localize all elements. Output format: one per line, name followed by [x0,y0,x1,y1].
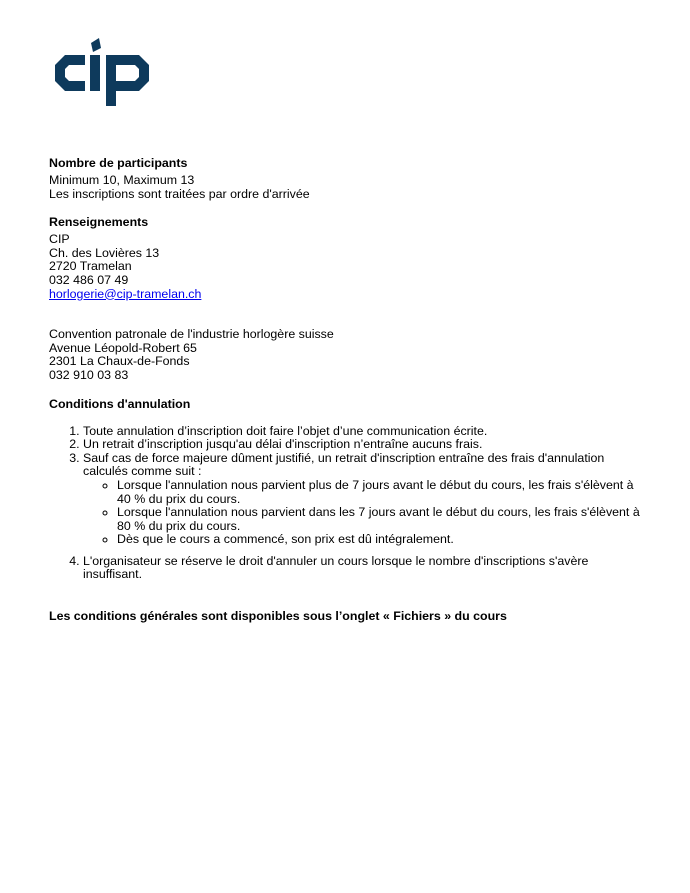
participants-heading: Nombre de participants [49,156,188,170]
list-item-text: Sauf cas de force majeure dûment justifié, un retrait d'inscription entraîne des frais d'annulation calculés comme suit : [83,450,605,479]
list-item: ◦ Lorsque l'annulation nous parvient plus de 7 jours avant le début du cours, les frais s'élèvent à 40 % du prix du cours. [117,479,649,506]
cancellation-list [49,425,649,583]
cip-logo [55,36,151,108]
email-link[interactable]: horlogerie@cip-tramelan.ch [49,286,202,301]
general-conditions-note: Les conditions générales sont disponibles sous l’onglet « Fichiers » du cours [49,609,507,624]
info-org2: Convention patronale de l'industrie horlogère suisse [49,327,334,342]
info-phone: 032 486 07 49 [49,272,129,287]
document-body [49,156,649,623]
info-org: CIP [49,232,70,247]
list-item: ◦ Lorsque l'annulation nous parvient dans les 7 jours avant le début du cours, les frais s'élèvent à 80 % du prix du cours. [117,506,649,533]
info-city: 2720 Tramelan [49,259,132,274]
fees-sublist [83,479,649,547]
participants-limits: Minimum 10, Maximum 13 [49,173,195,187]
info-section [49,215,649,382]
cancellation-section [49,397,649,583]
list-item: 2. Un retrait d’inscription jusqu'au délai d'inscription n’entraîne aucuns frais. [83,438,649,452]
cancellation-heading: Conditions d'annulation [49,396,191,411]
info-street: Ch. des Lovières 13 [49,245,160,260]
participants-section [49,156,649,201]
info-heading: Renseignements [49,215,149,230]
info-city2: 2301 La Chaux-de-Fonds [49,354,190,369]
info-phone2: 032 910 03 83 [49,367,129,382]
list-item: ◦ Dès que le cours a commencé, son prix est dû intégralement. [117,533,649,547]
list-item: 4. L'organisateur se réserve le droit d'annuler un cours lorsque le nombre d'inscriptions s'avère insuffisant. [83,555,649,582]
info-street2: Avenue Léopold-Robert 65 [49,340,197,355]
list-item: 1. Toute annulation d’inscription doit faire l’objet d’une communication écrite. [83,425,649,439]
participants-order: Les inscriptions sont traitées par ordre d'arrivée [49,186,310,201]
list-item [83,452,649,547]
